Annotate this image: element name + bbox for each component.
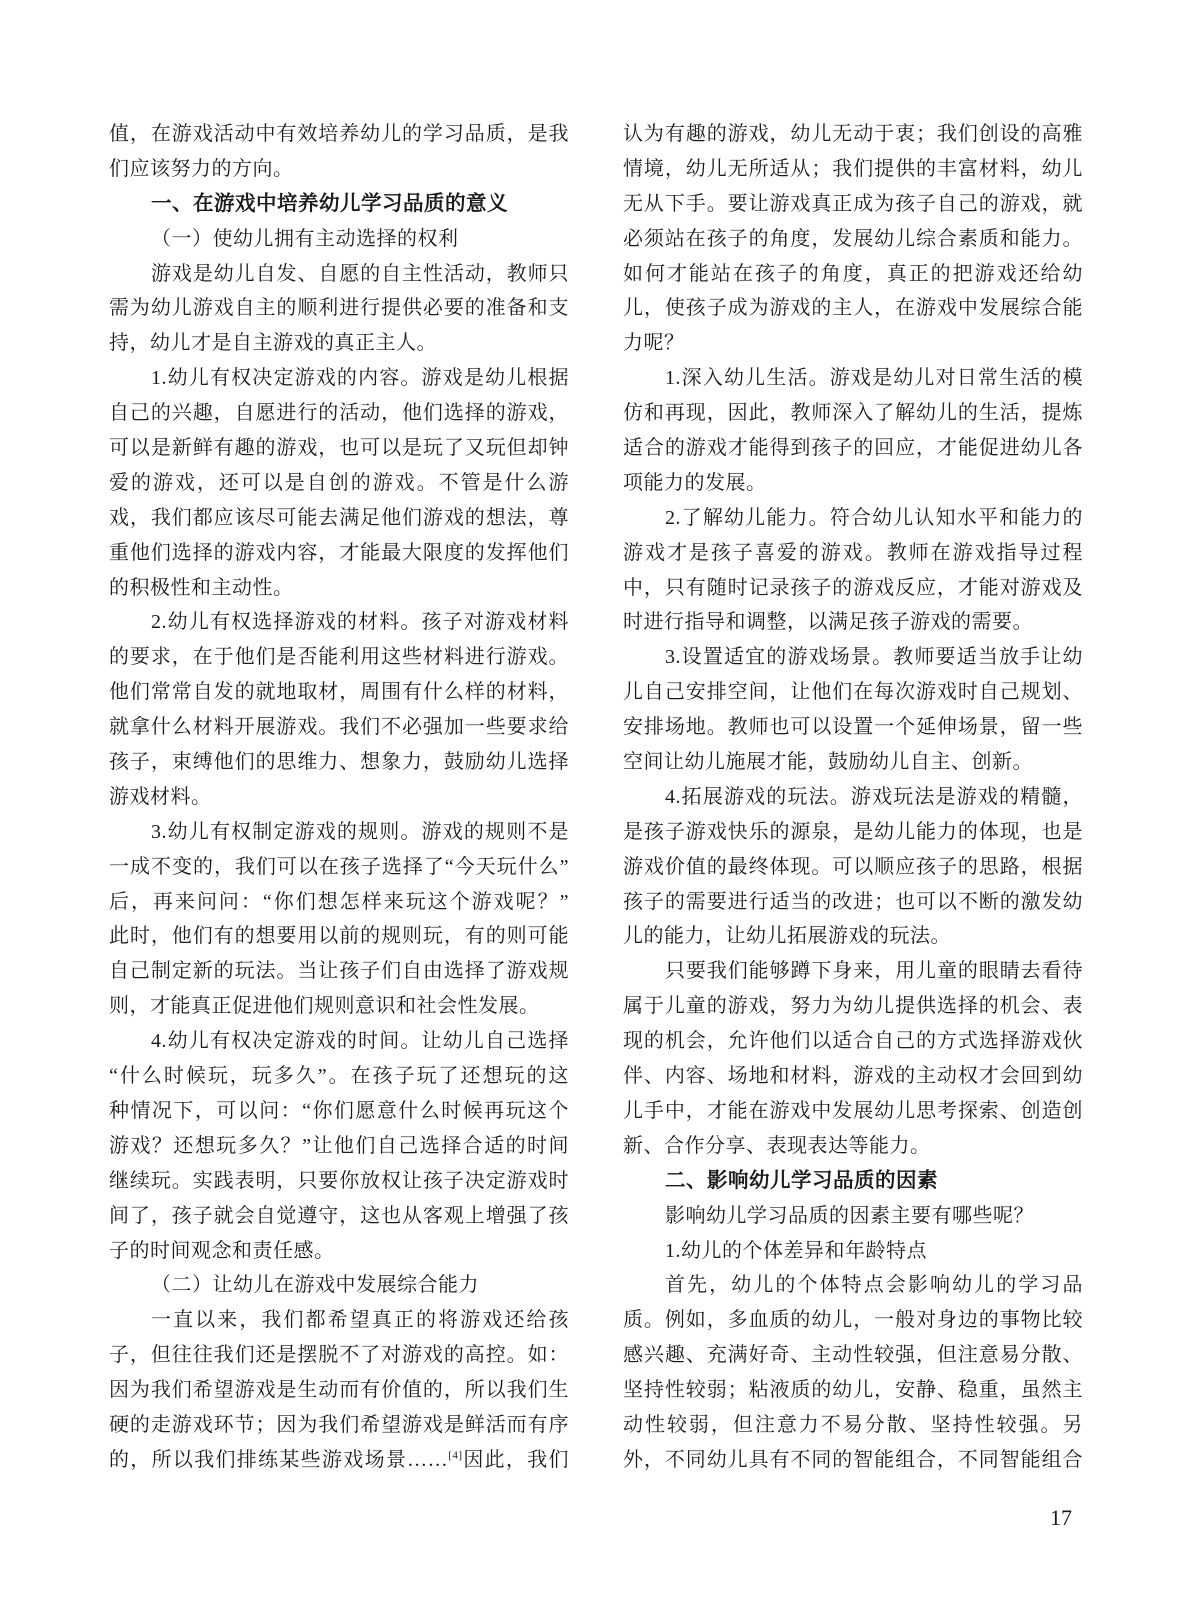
text-line <box>623 431 1083 466</box>
text-line <box>623 1024 1083 1059</box>
text-segment: 的，所以我们排练某些游戏场景…… <box>109 1448 449 1471</box>
text-line <box>109 1129 569 1164</box>
text-segment: 持，幼儿才是自主游戏的真正主人。 <box>109 332 437 355</box>
text-segment: 空间让幼儿施展才能，鼓励幼儿自主、创新。 <box>623 751 1033 774</box>
text-line <box>623 815 1083 850</box>
text-segment: 仿和再现，因此，教师深入了解幼儿的生活，提炼 <box>623 402 1083 425</box>
text-segment: 4.拓展游戏的玩法。游戏玩法是游戏的精髓， <box>665 785 1083 808</box>
text-segment: 认为有趣的游戏，幼儿无动于衷；我们创设的高雅 <box>623 123 1083 145</box>
text-segment: 孩子，束缚他们的思维力、想象力，鼓励幼儿选择 <box>109 751 569 774</box>
section-heading <box>623 1164 1083 1199</box>
text-segment: 因为我们希望游戏是生动而有价值的，所以我们生 <box>109 1379 569 1402</box>
text-segment: 游戏是幼儿自发、自愿的自主性活动，教师只 <box>151 262 569 285</box>
text-segment: 可以是新鲜有趣的游戏，也可以是玩了又玩但却钟 <box>109 437 569 460</box>
text-segment: 值，在游戏活动中有效培养幼儿的学习品质，是我 <box>109 123 569 145</box>
text-segment: 重他们选择的游戏内容，才能最大限度的发挥他们 <box>109 541 569 564</box>
text-segment: 游戏价值的最终体现。可以顺应孩子的思路，根据 <box>623 855 1083 878</box>
text-segment: 儿手中，才能在游戏中发展幼儿思考探索、创造创 <box>623 1099 1083 1122</box>
text-segment: 2.了解幼儿能力。符合幼儿认知水平和能力的 <box>665 506 1083 529</box>
text-segment: 一直以来，我们都希望真正的将游戏还给孩 <box>151 1309 569 1332</box>
text-segment: 需为幼儿游戏自主的顺利进行提供必要的准备和支 <box>109 297 569 320</box>
text-segment: 们应该努力的方向。 <box>109 157 294 180</box>
text-segment: 时进行指导和调整，以满足孩子游戏的需要。 <box>623 611 1033 634</box>
text-line <box>109 222 569 257</box>
text-segment: 一成不变的，我们可以在孩子选择了“今天玩什么” <box>109 855 569 878</box>
text-line <box>623 745 1083 780</box>
text-line <box>109 257 569 292</box>
text-segment: 因此，我们 <box>462 1448 570 1471</box>
text-segment: 自己的兴趣，自愿进行的活动，他们选择的游戏， <box>109 402 569 425</box>
text-line <box>623 501 1083 536</box>
text-segment: 间了，孩子就会自觉遵守，这也从客观上增强了孩 <box>109 1204 569 1227</box>
text-segment: 则，才能真正促进他们规则意识和社会性发展。 <box>109 995 540 1018</box>
section-heading <box>109 187 569 222</box>
text-segment: 1.深入幼儿生活。游戏是幼儿对日常生活的模 <box>665 367 1083 390</box>
text-line <box>109 605 569 640</box>
text-line <box>109 1268 569 1303</box>
text-segment: 此时，他们有的想要用以前的规则玩，有的则可能 <box>109 925 569 948</box>
text-line <box>109 675 569 710</box>
text-segment: 现的机会，允许他们以适合自己的方式选择游戏伙 <box>623 1030 1083 1053</box>
text-segment: 继续玩。实践表明，只要你放权让孩子决定游戏时 <box>109 1169 569 1192</box>
text-line <box>109 1059 569 1094</box>
text-line <box>109 431 569 466</box>
text-line <box>623 1443 1083 1478</box>
text-segment: 孩子的需要进行适当的改进；也可以不断的激发幼 <box>623 890 1083 913</box>
text-segment: 二、影响幼儿学习品质的因素 <box>665 1168 938 1192</box>
text-line <box>109 1164 569 1199</box>
text-line <box>109 989 569 1024</box>
text-line <box>109 1338 569 1373</box>
text-line <box>623 187 1083 222</box>
text-line <box>109 850 569 885</box>
text-segment: 子的时间观念和责任感。 <box>109 1239 335 1262</box>
text-segment: 首先，幼儿的个体特点会影响幼儿的学习品 <box>665 1274 1083 1297</box>
text-segment: 中，只有随时记录孩子的游戏反应，才能对游戏及 <box>623 576 1083 599</box>
text-line <box>623 1338 1083 1373</box>
text-segment: 外，不同幼儿具有不同的智能组合，不同智能组合 <box>623 1448 1083 1471</box>
text-line <box>109 1199 569 1234</box>
text-line <box>109 326 569 361</box>
text-segment: 动性较弱，但注意力不易分散、坚持性较强。另 <box>623 1413 1083 1436</box>
text-segment: 无从下手。要让游戏真正成为孩子自己的游戏，就 <box>623 192 1083 215</box>
text-segment: 安排场地。教师也可以设置一个延伸场景，留一些 <box>623 716 1083 739</box>
text-segment: 3.幼儿有权制定游戏的规则。游戏的规则不是 <box>151 820 569 843</box>
text-segment: （一）使幼儿拥有主动选择的权利 <box>151 227 459 250</box>
text-line <box>623 780 1083 815</box>
text-line <box>109 1303 569 1338</box>
text-line <box>623 152 1083 187</box>
text-line <box>109 1408 569 1443</box>
text-segment: 质。例如，多血质的幼儿，一般对身边的事物比较 <box>623 1309 1083 1332</box>
text-segment: 情境，幼儿无所适从；我们提供的丰富材料，幼儿 <box>623 157 1083 180</box>
text-segment: 是孩子游戏快乐的源泉，是幼儿能力的体现，也是 <box>623 820 1083 843</box>
text-line <box>109 117 569 152</box>
text-line <box>109 954 569 989</box>
text-segment: 的积极性和主动性。 <box>109 576 294 599</box>
page-number: 17 <box>1050 1505 1072 1530</box>
right-column <box>623 117 1083 1478</box>
text-line <box>109 1024 569 1059</box>
text-segment: 属于儿童的游戏，努力为幼儿提供选择的机会、表 <box>623 995 1083 1018</box>
text-line <box>109 466 569 501</box>
text-segment: 坚持性较弱；粘液质的幼儿，安静、稳重，虽然主 <box>623 1379 1083 1402</box>
text-segment: “什么时候玩，玩多久”。在孩子玩了还想玩的这 <box>109 1065 569 1088</box>
text-line <box>623 466 1083 501</box>
text-line <box>623 1129 1083 1164</box>
left-column <box>109 117 569 1478</box>
text-segment: 游戏才是孩子喜爱的游戏。教师在游戏指导过程 <box>623 541 1083 564</box>
text-segment: 1.幼儿的个体差异和年龄特点 <box>665 1239 927 1262</box>
text-line <box>623 257 1083 292</box>
text-line <box>109 919 569 954</box>
text-segment: 4.幼儿有权决定游戏的时间。让幼儿自己选择 <box>151 1030 569 1053</box>
text-line <box>623 1094 1083 1129</box>
two-column-text-area <box>109 117 1082 1478</box>
text-line <box>623 850 1083 885</box>
text-segment: 他们常常自发的就地取材，周围有什么样的材料， <box>109 681 569 704</box>
text-line <box>623 675 1083 710</box>
text-segment: 3.设置适宜的游戏场景。教师要适当放手让幼 <box>665 646 1083 669</box>
text-line <box>623 117 1083 152</box>
text-line <box>623 536 1083 571</box>
text-segment: 影响幼儿学习品质的因素主要有哪些呢？ <box>665 1204 1034 1227</box>
text-segment: 伴、内容、场地和材料，游戏的主动权才会回到幼 <box>623 1065 1083 1088</box>
text-line <box>623 1059 1083 1094</box>
text-line <box>109 1094 569 1129</box>
text-line <box>623 954 1083 989</box>
text-line <box>623 361 1083 396</box>
text-segment: 2.幼儿有权选择游戏的材料。孩子对游戏材料 <box>151 611 569 634</box>
text-line <box>109 885 569 920</box>
text-line <box>109 152 569 187</box>
text-segment: 子，但往往我们还是摆脱不了对游戏的高控。如： <box>109 1344 569 1367</box>
text-line <box>623 571 1083 606</box>
text-segment: 戏，我们都应该尽可能去满足他们游戏的想法，尊 <box>109 506 569 529</box>
text-line <box>623 710 1083 745</box>
text-segment: 爱的游戏，还可以是自创的游戏。不管是什么游 <box>109 471 569 494</box>
text-line <box>109 640 569 675</box>
text-line <box>109 1443 569 1478</box>
text-segment: 只要我们能够蹲下身来，用儿童的眼睛去看待 <box>665 960 1083 983</box>
text-line <box>623 1303 1083 1338</box>
text-segment: 游戏材料。 <box>109 785 212 808</box>
text-segment: 必须站在孩子的角度，发展幼儿综合素质和能力。 <box>623 227 1083 250</box>
text-line <box>109 745 569 780</box>
text-segment: 项能力的发展。 <box>623 471 767 494</box>
text-segment: （二）让幼儿在游戏中发展综合能力 <box>151 1274 479 1297</box>
text-line <box>623 885 1083 920</box>
text-line <box>109 815 569 850</box>
text-line <box>109 501 569 536</box>
text-segment: 1.幼儿有权决定游戏的内容。游戏是幼儿根据 <box>151 367 569 390</box>
text-segment: 适合的游戏才能得到孩子的回应，才能促进幼儿各 <box>623 437 1083 460</box>
text-segment: 儿自己安排空间，让他们在每次游戏时自己规划、 <box>623 681 1083 704</box>
text-line <box>109 571 569 606</box>
text-line <box>623 919 1083 954</box>
text-line <box>623 989 1083 1024</box>
text-segment: 硬的走游戏环节；因为我们希望游戏是鲜活而有序 <box>109 1413 569 1436</box>
footnote-reference: [4] <box>448 1449 463 1462</box>
text-segment: 游戏？还想玩多久？”让他们自己选择合适的时间 <box>109 1134 569 1157</box>
text-line <box>623 1408 1083 1443</box>
text-segment: 自己制定新的玩法。当让孩子们自由选择了游戏规 <box>109 960 569 983</box>
text-line <box>109 396 569 431</box>
text-line <box>109 291 569 326</box>
text-line <box>623 291 1083 326</box>
text-line <box>109 536 569 571</box>
text-line <box>623 222 1083 257</box>
text-segment: 儿，使孩子成为游戏的主人，在游戏中发展综合能 <box>623 297 1083 320</box>
text-line <box>109 1373 569 1408</box>
text-line <box>623 326 1083 361</box>
text-segment: 就拿什么材料开展游戏。我们不必强加一些要求给 <box>109 716 569 739</box>
text-line <box>623 1373 1083 1408</box>
text-segment: 一、在游戏中培养幼儿学习品质的意义 <box>151 191 508 215</box>
text-segment: 后，再来问问：“你们想怎样来玩这个游戏呢？” <box>109 890 569 913</box>
text-segment: 力呢？ <box>623 332 685 355</box>
text-line <box>109 780 569 815</box>
text-segment: 儿的能力，让幼儿拓展游戏的玩法。 <box>623 925 951 948</box>
text-line <box>109 361 569 396</box>
text-segment: 如何才能站在孩子的角度，真正的把游戏还给幼 <box>623 262 1083 285</box>
text-segment: 新、合作分享、表现表达等能力。 <box>623 1134 931 1157</box>
text-segment: 的要求，在于他们是否能利用这些材料进行游戏。 <box>109 646 569 669</box>
text-line <box>623 605 1083 640</box>
text-line <box>623 640 1083 675</box>
text-line <box>109 710 569 745</box>
text-line <box>623 1234 1083 1269</box>
text-segment: 种情况下，可以问：“你们愿意什么时候再玩这个 <box>109 1099 569 1122</box>
text-line <box>623 1199 1083 1234</box>
text-line <box>109 1234 569 1269</box>
text-segment: 感兴趣、充满好奇、主动性较强，但注意易分散、 <box>623 1344 1083 1367</box>
text-line <box>623 1268 1083 1303</box>
text-line <box>623 396 1083 431</box>
